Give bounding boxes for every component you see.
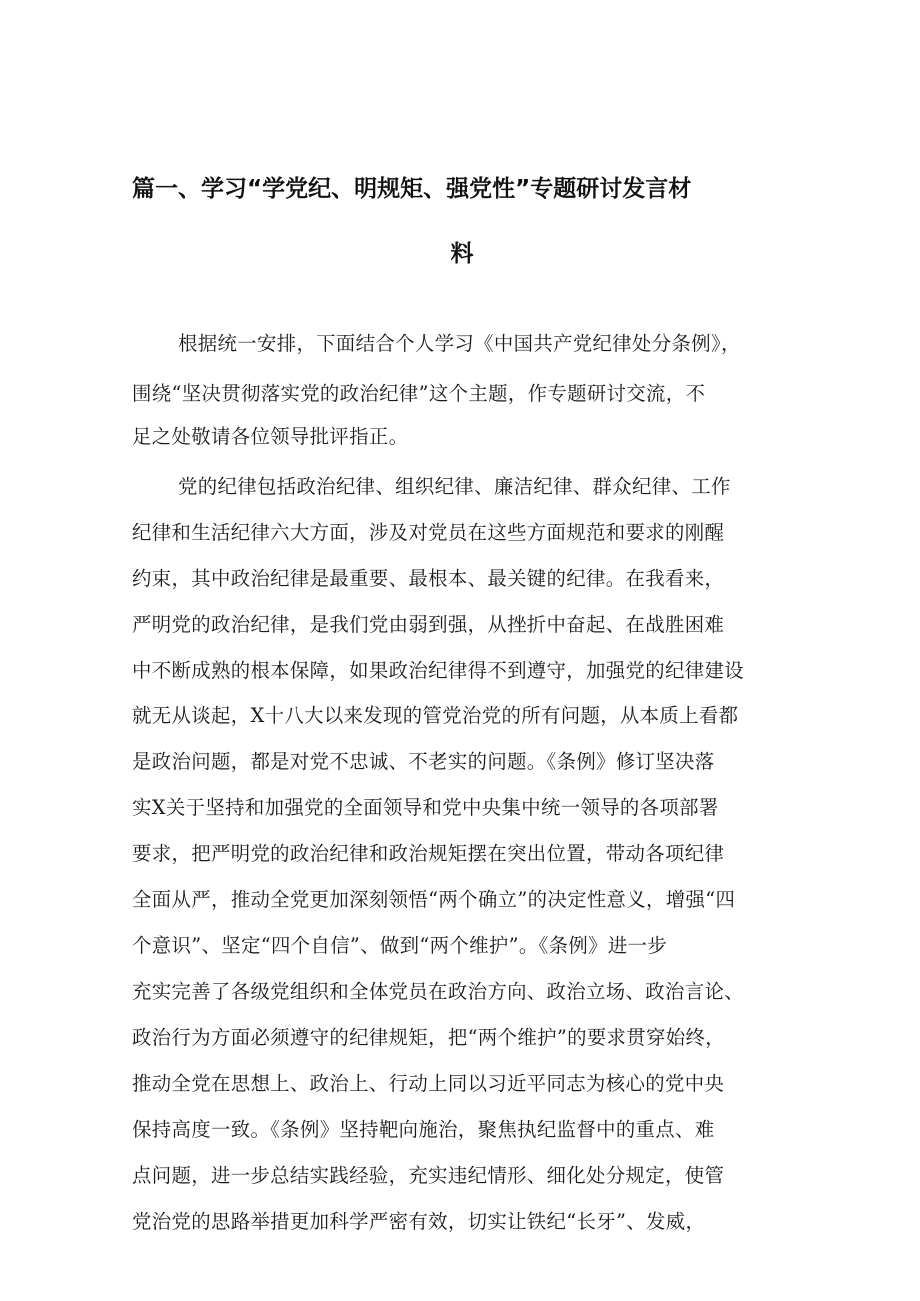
paragraph-line: 推动全党在思想上、政治上、行动上同以习近平同志为核心的党中央 bbox=[132, 1072, 725, 1095]
paragraph-line: 要求，把严明党的政治纪律和政治规矩摆在突出位置，带动各项纪律 bbox=[132, 842, 725, 865]
paragraph-line: 严明党的政治纪律，是我们党由弱到强，从挫折中奋起、在战胜困难 bbox=[132, 613, 725, 636]
paragraph-line: 点问题，进一步总结实践经验，充实违纪情形、细化处分规定，使管 bbox=[132, 1164, 725, 1187]
paragraph-line: 充实完善了各级党组织和全体党员在政治方向、政治立场、政治言论、 bbox=[132, 980, 744, 1003]
paragraph-line: 是政治问题，都是对党不忠诚、不老实的问题。《条例》修订坚决落 bbox=[132, 750, 715, 773]
paragraph-line: 围绕“坚决贯彻落实党的政治纪律”这个主题，作专题研讨交流，不 bbox=[132, 382, 706, 405]
paragraph-line: 政治行为方面必须遵守的纪律规矩，把“两个维护”的要求贯穿始终， bbox=[132, 1026, 726, 1049]
paragraph-line: 党的纪律包括政治纪律、组织纪律、廉洁纪律、群众纪律、工作 bbox=[178, 475, 731, 498]
paragraph-line: 中不断成熟的根本保障，如果政治纪律得不到遵守，加强党的纪律建设 bbox=[132, 659, 744, 682]
paragraph-line: 党治党的思路举措更加科学严密有效，切实让铁纪“长牙”、发威， bbox=[132, 1210, 706, 1233]
paragraph-line: 就无从谈起，X十八大以来发现的管党治党的所有问题，从本质上看都 bbox=[132, 704, 739, 727]
document-title-line-2: 料 bbox=[450, 241, 474, 267]
paragraph-line: 纪律和生活纪律六大方面，涉及对党员在这些方面规范和要求的刚醒 bbox=[132, 521, 725, 544]
paragraph-line: 保持高度一致。《条例》坚持靶向施治，聚焦执纪监督中的重点、难 bbox=[132, 1118, 715, 1141]
paragraph-line: 约束，其中政治纪律是最重要、最根本、最关键的纪律。在我看来， bbox=[132, 567, 725, 590]
paragraph-line: 根据统一安排，下面结合个人学习《中国共产党纪律处分条例》， bbox=[178, 332, 741, 355]
paragraph-line: 个意识”、坚定“四个自信”、做到“两个维护”。《条例》进一步 bbox=[132, 934, 668, 957]
paragraph-line: 足之处敬请各位领导批评指正。 bbox=[132, 425, 409, 448]
document-title-line-1: 篇一、学习“学党纪、明规矩、强党性”专题研讨发言材 bbox=[132, 176, 692, 202]
paragraph-line: 全面从严，推动全党更加深刻领悟“两个确立”的决定性意义，增强“四 bbox=[132, 888, 736, 911]
paragraph-line: 实X关于坚持和加强党的全面领导和党中央集中统一领导的各项部署 bbox=[132, 796, 719, 819]
